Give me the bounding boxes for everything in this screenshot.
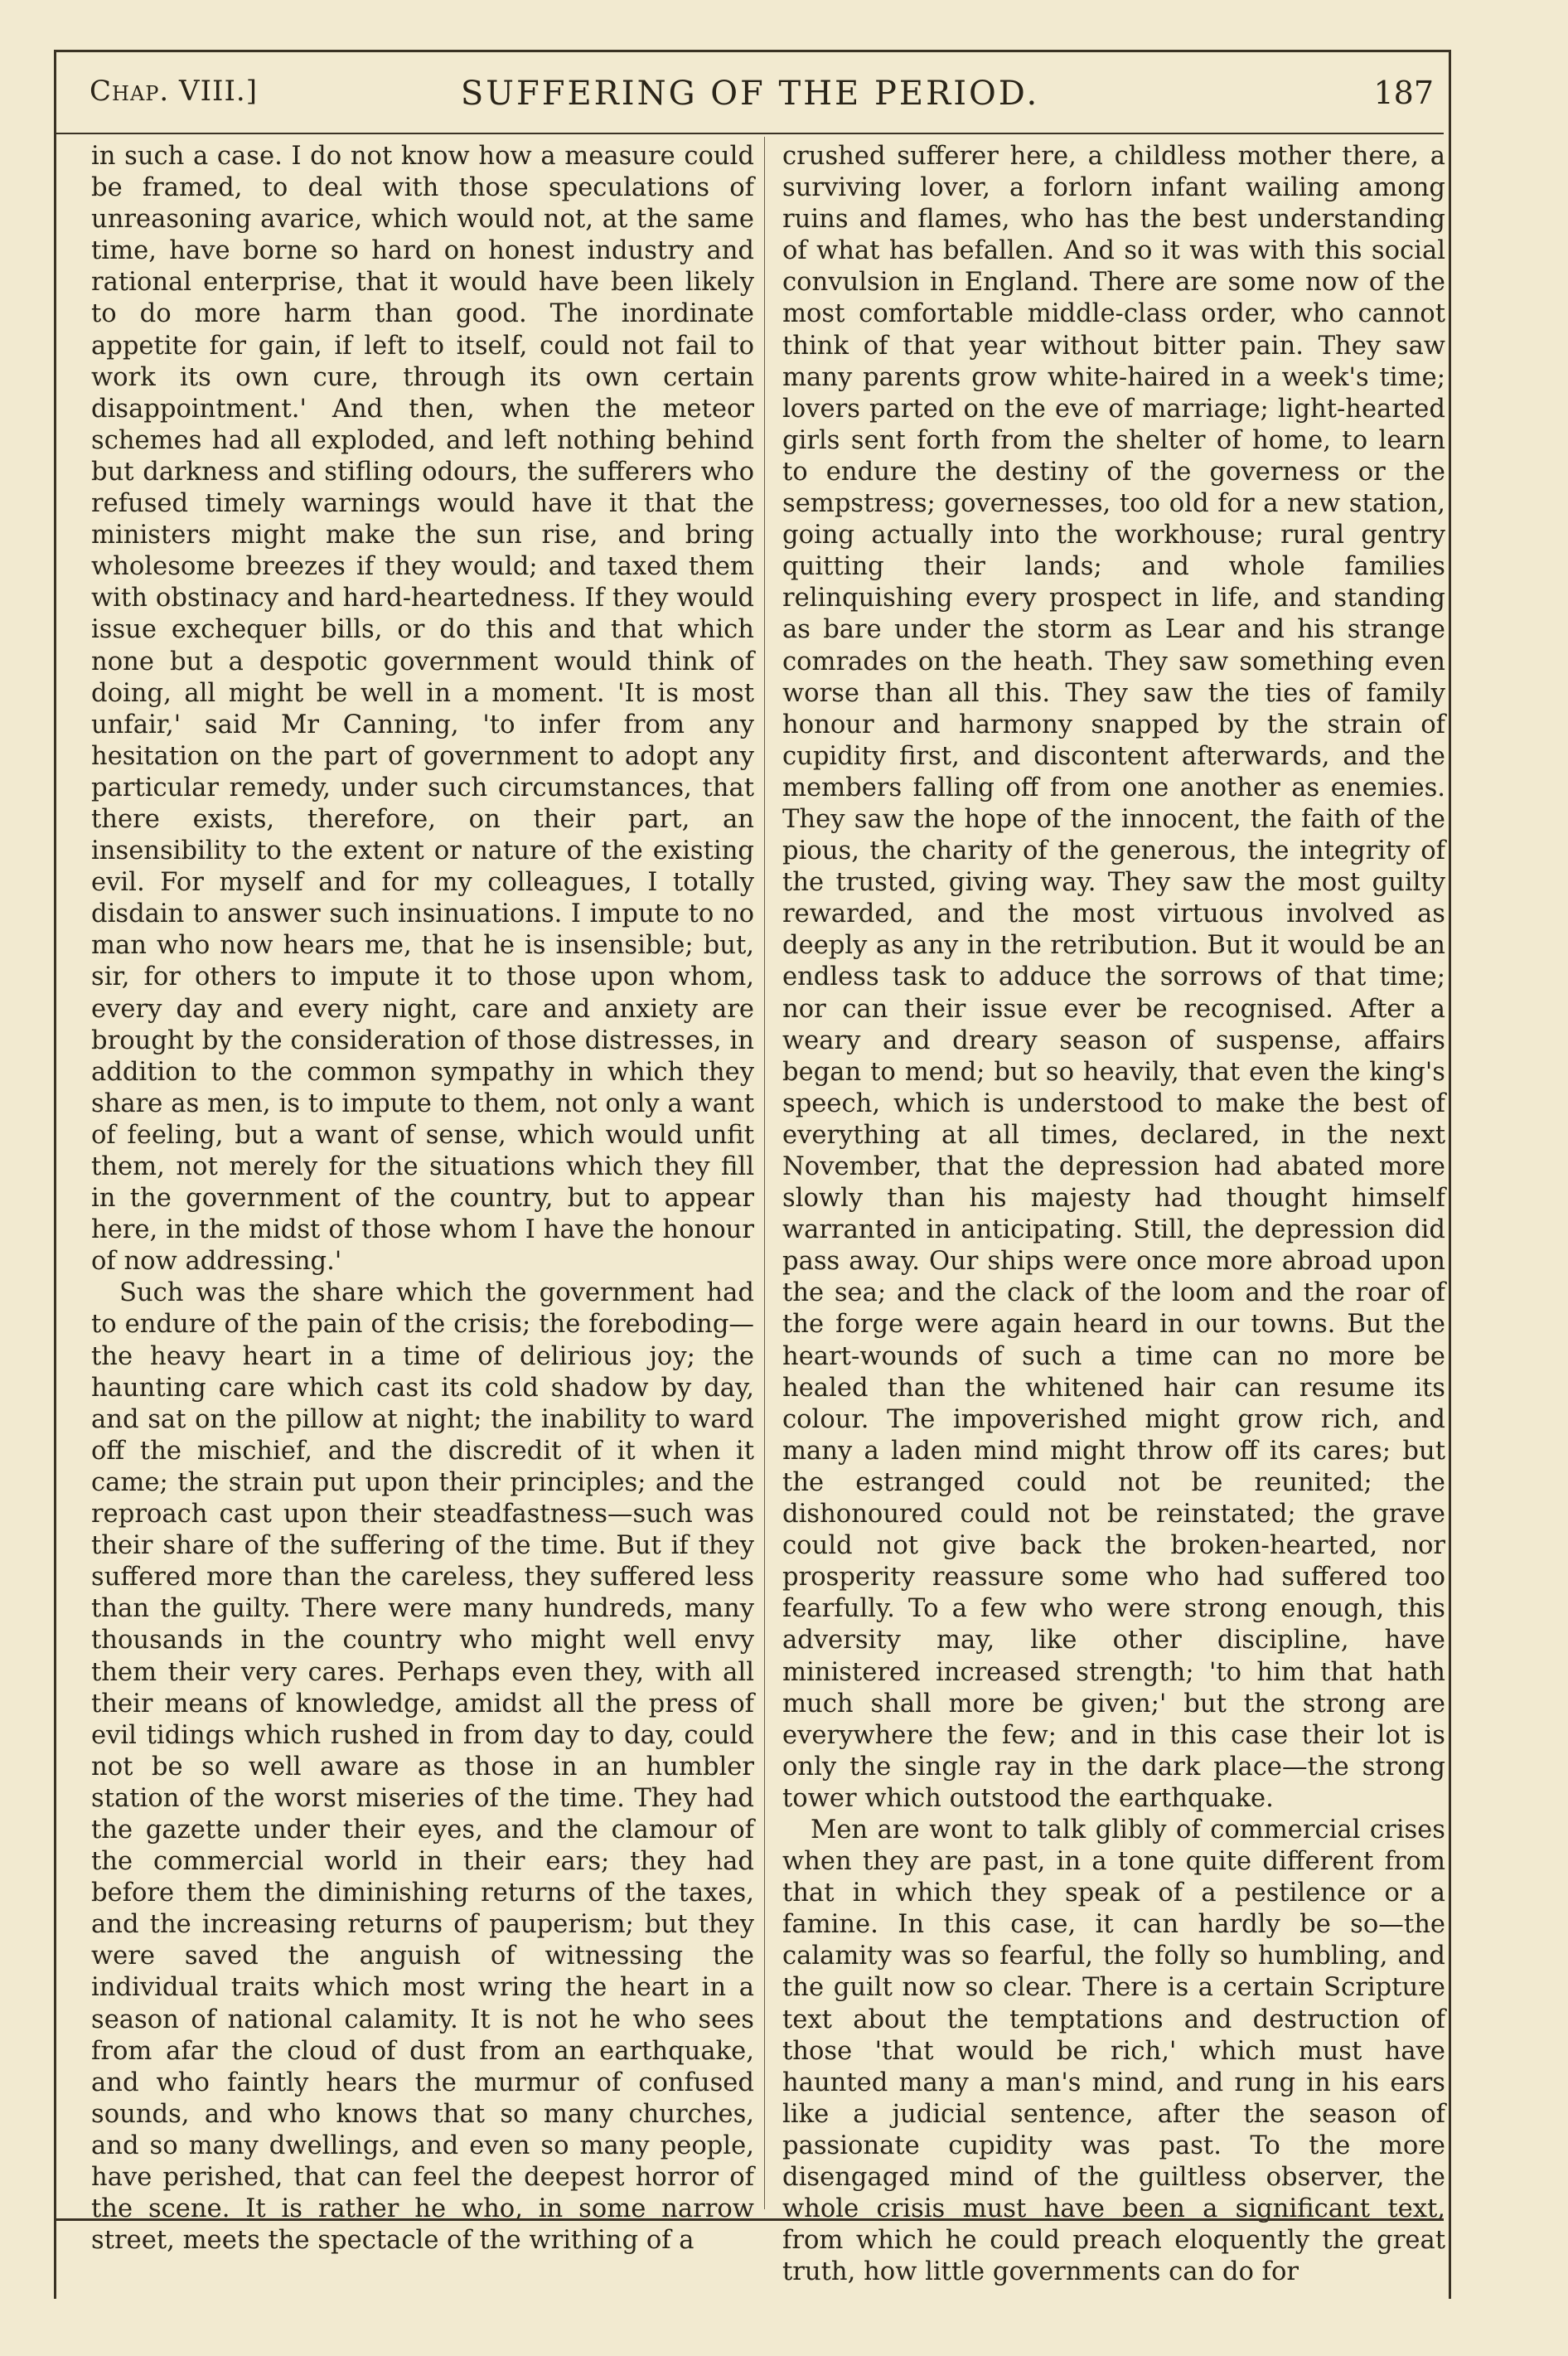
- column-divider: [764, 137, 765, 2209]
- page-number: 187: [1373, 75, 1434, 111]
- running-header: [56, 66, 1444, 134]
- left-column: [91, 141, 754, 2257]
- paragraph: Men are wont to talk glibly of commercial crises when they are past, in a tone quite different from that in which they speak of a pestilence or a famine. In this case, it can hardly be so—the calamity was so fearful, the folly so humbling, and the guilt now so clear. There is a certain Scripture text about the temptations and destruction of those 'that would be rich,' which must have haunted many a man's mind, and rung in his ears like a judicial sentence, after the season of passionate cupidity was past. To the more disengaged mind of the guiltless observer, the whole crisis must have been a significant text, from which he could preach eloquently the great truth, how little governments can do for: [782, 1815, 1445, 2287]
- paragraph: in such a case. I do not know how a measure could be framed, to deal with those speculations of unreasoning avarice, which would not, at the same time, have borne so hard on honest industry and rational enterprise, that it would have been likely to do more harm than good. The inordinate appetite for gain, if left to itself, could not fail to work its own cure, through its own certain disappointment.' And then, when the meteor schemes had all exploded, and left nothing behind but darkness and stifling odours, the sufferers who refused timely warnings would have it that the ministers might make the sun rise, and bring wholesome breezes if they would; and taxed them with obstinacy and hard-heartedness. If they would issue exchequer bills, or do this and that which none but a despotic government would think of doing, all might be well in a moment. 'It is most unfair,' said Mr Canning, 'to infer from any hesitation on the part of government to adopt any particular remedy, under such circumstances, that there exists, therefore, on their part, an insensibility to the extent or nature of the existing evil. For myself and for my colleagues, I totally disdain to answer such insinuations. I impute to no man who now hears me, that he is insensible; but, sir, for others to impute it to those upon whom, every day and every night, care and anxiety are brought by the consideration of those distresses, in addition to the common sympathy in which they share as men, is to impute to them, not only a want of feeling, but a want of sense, which would unfit them, not merely for the situations which they fill in the government of the country, but to appear here, in the midst of those whom I have the honour of now addressing.': [91, 142, 754, 1277]
- footer-rule: [56, 2218, 1444, 2221]
- paragraph: Such was the share which the government had to endure of the pain of the crisis; the foreboding—the heavy heart in a time of delirious joy; the haunting care which cast its cold shadow by day, and sat on the pillow at night; the inability to ward off the mischief, and the discredit of it when it came; the strain put upon their principles; and the reproach cast upon their steadfastness—such was their share of the suffering of the time. But if they suffered more than the careless, they suffered less than the guilty. There were many hundreds, many thousands in the country who might well envy them their very cares. Perhaps even they, with all their means of knowledge, amidst all the press of evil tidings which rushed in from day to day, could not be so well aware as those in an humbler station of the worst miseries of the time. They had the gazette under their eyes, and the clamour of the commercial world in their ears; they had before them the diminishing returns of the taxes, and the increasing returns of pauperism; but they were saved the anguish of witnessing the individual traits which most wring the heart in a season of national calamity. It is not he who sees from afar the cloud of dust from an earthquake, and who faintly hears the murmur of confused sounds, and who knows that so many churches, and so many dwellings, and even so many people, have perished, that can feel the deepest horror of the scene. It is rather he who, in some narrow street, meets the spectacle of the writhing of a: [91, 1278, 754, 2256]
- paragraph: crushed sufferer here, a childless mother there, a surviving lover, a forlorn infant wailing among ruins and flames, who has the best understanding of what has befallen. And so it was with this social convulsion in England. There are some now of the most comfortable middle-class order, who cannot think of that year without bitter pain. They saw many parents grow white-haired in a week's time; lovers parted on the eve of marriage; light-hearted girls sent forth from the shelter of home, to learn to endure the destiny of the governess or the sempstress; governesses, too old for a new station, going actually into the workhouse; rural gentry quitting their lands; and whole families relinquishing every prospect in life, and standing as bare under the storm as Lear and his strange comrades on the heath. They saw something even worse than all this. They saw the ties of family honour and harmony snapped by the strain of cupidity first, and discontent afterwards, and the members falling off from one another as enemies. They saw the hope of the innocent, the faith of the pious, the charity of the generous, the integrity of the trusted, giving way. They saw the most guilty rewarded, and the most virtuous involved as deeply as any in the retribution. But it would be an endless task to adduce the sorrows of that time; nor can their issue ever be recognised. After a weary and dreary season of suspense, affairs began to mend; but so heavily, that even the king's speech, which is understood to make the best of everything at all times, declared, in the next November, that the depression had abated more slowly than his majesty had thought himself warranted in anticipating. Still, the depression did pass away. Our ships were once more abroad upon the sea; and the clack of the loom and the roar of the forge were again heard in our towns. But the heart-wounds of such a time can no more be healed than the whitened hair can resume its colour. The impoverished might grow rich, and many a laden mind might throw off its cares; but the estranged could not be reunited; the dishonoured could not be reinstated; the grave could not give back the broken-hearted, nor prosperity reassure some who had suffered too fearfully. To a few who were strong enough, this adversity may, like other discipline, have ministered increased strength; 'to him that hath much shall more be given;' but the strong are everywhere the few; and in this case their lot is only the single ray in the dark place—the strong tower which outstood the earthquake.: [782, 142, 1445, 1813]
- page-title: SUFFERING OF THE PERIOD.: [460, 75, 1040, 113]
- chapter-label: Chap. VIII.]: [90, 75, 258, 108]
- right-column: [782, 141, 1445, 2288]
